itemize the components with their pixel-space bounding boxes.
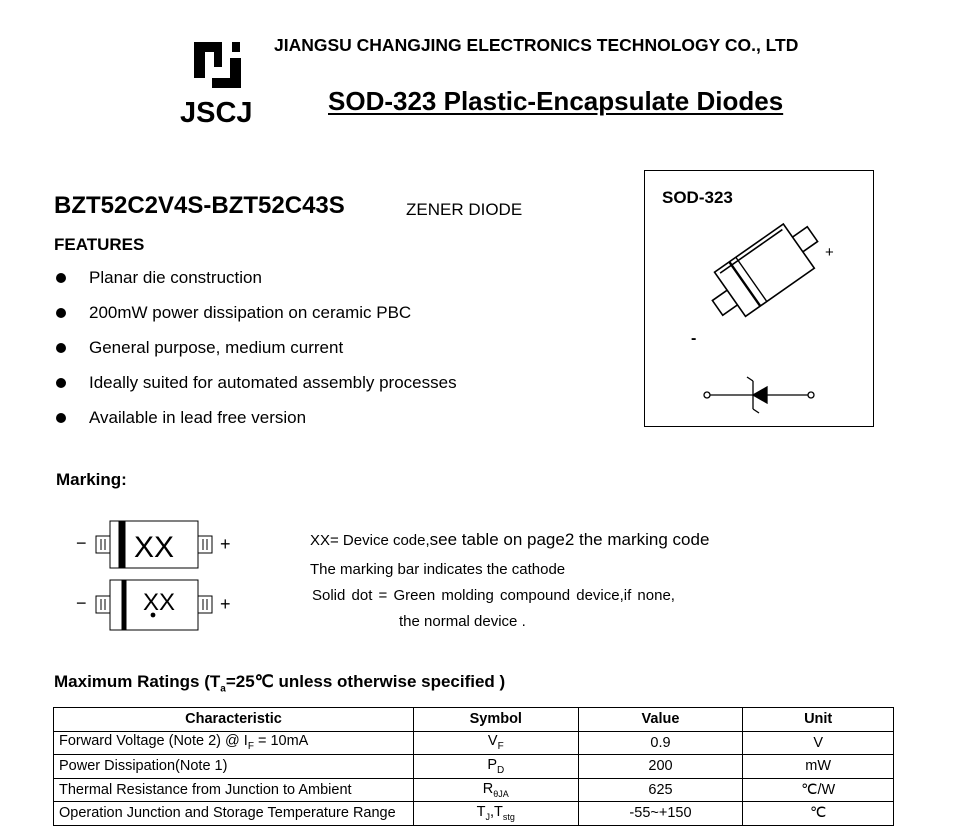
ratings-heading <box>54 672 505 694</box>
symbol-cell: $R_{\theta JA}$ <box>413 778 578 802</box>
svg-text:XX: XX <box>134 531 175 564</box>
jscj-logo <box>180 36 258 128</box>
value-cell: -55~+150 <box>578 802 743 826</box>
marking-diagrams <box>70 512 260 642</box>
svg-text:+: + <box>220 534 231 554</box>
table-header-row <box>54 708 894 732</box>
zener-diode-symbol <box>704 377 814 413</box>
company-name: JIANGSU CHANGJING ELECTRONICS TECHNOLOGY CO., LTD <box>274 35 799 55</box>
column-header: Symbol <box>413 708 578 732</box>
note-device-suffix: see table on page2 the marking code <box>429 530 710 549</box>
column-header: Characteristic <box>54 708 414 732</box>
note-device-prefix: XX= Device code, <box>310 532 430 549</box>
svg-text:-: - <box>691 330 697 347</box>
svg-text:+: + <box>220 594 231 614</box>
symbol-cell: $V_F$ <box>413 731 578 755</box>
ratings-heading-sub: a <box>220 683 226 695</box>
ratings-heading-post: =25℃ unless otherwise specified ) <box>225 672 506 691</box>
svg-text:XX: XX <box>143 589 176 616</box>
unit-cell: V <box>743 731 894 755</box>
feature-item: Ideally suited for automated assembly processes <box>54 369 457 404</box>
svg-text:−: − <box>76 533 87 553</box>
feature-item: Available in lead free version <box>54 404 457 439</box>
value-cell: 625 <box>578 778 743 802</box>
unit-cell: mW <box>743 755 894 779</box>
feature-item: Planar die construction <box>54 264 457 299</box>
part-type: ZENER DIODE <box>406 200 523 219</box>
feature-item: 200mW power dissipation on ceramic PBC <box>54 299 457 334</box>
unit-cell: ℃/W <box>743 778 894 802</box>
marking-note-device-code <box>310 530 709 550</box>
features-list <box>54 264 457 439</box>
column-header: Value <box>578 708 743 732</box>
marking-note-dot-cont: the normal device . <box>399 613 526 630</box>
svg-text:JSCJ: JSCJ <box>180 97 253 128</box>
sod323-package-drawing <box>645 171 875 428</box>
table-row <box>54 755 894 779</box>
characteristic-cell: Forward Voltage (Note 2) @ $I_F = 10mA$ <box>54 731 414 755</box>
value-cell: 200 <box>578 755 743 779</box>
characteristic-cell: Power Dissipation(Note 1) <box>54 755 414 779</box>
ratings-heading-pre: Maximum Ratings (T <box>54 672 221 691</box>
feature-item: General purpose, medium current <box>54 334 457 369</box>
svg-text:−: − <box>76 593 87 613</box>
document-title: SOD-323 Plastic-Encapsulate Diodes <box>328 86 784 116</box>
characteristic-cell: Operation Junction and Storage Temperature Range <box>54 802 414 826</box>
characteristic-cell: Thermal Resistance from Junction to Ambient <box>54 778 414 802</box>
table-row <box>54 802 894 826</box>
column-header: Unit <box>743 708 894 732</box>
package-box <box>644 170 874 427</box>
marking-heading: Marking: <box>56 470 127 489</box>
value-cell: 0.9 <box>578 731 743 755</box>
ratings-table <box>53 707 894 826</box>
marking-note-dot: Solid dot = Green molding compound device,if none, <box>312 587 675 604</box>
marking-note-bar: The marking bar indicates the cathode <box>310 561 566 578</box>
symbol-cell: $P_D$ <box>413 755 578 779</box>
symbol-cell: $T_J,T_{stg}$ <box>413 802 578 826</box>
part-number: BZT52C2V4S-BZT52C43S <box>54 192 345 219</box>
svg-text:+: + <box>825 244 834 261</box>
features-heading: FEATURES <box>54 235 145 254</box>
unit-cell: ℃ <box>743 802 894 826</box>
package-label: SOD-323 <box>662 188 733 207</box>
table-row <box>54 778 894 802</box>
table-row <box>54 731 894 755</box>
